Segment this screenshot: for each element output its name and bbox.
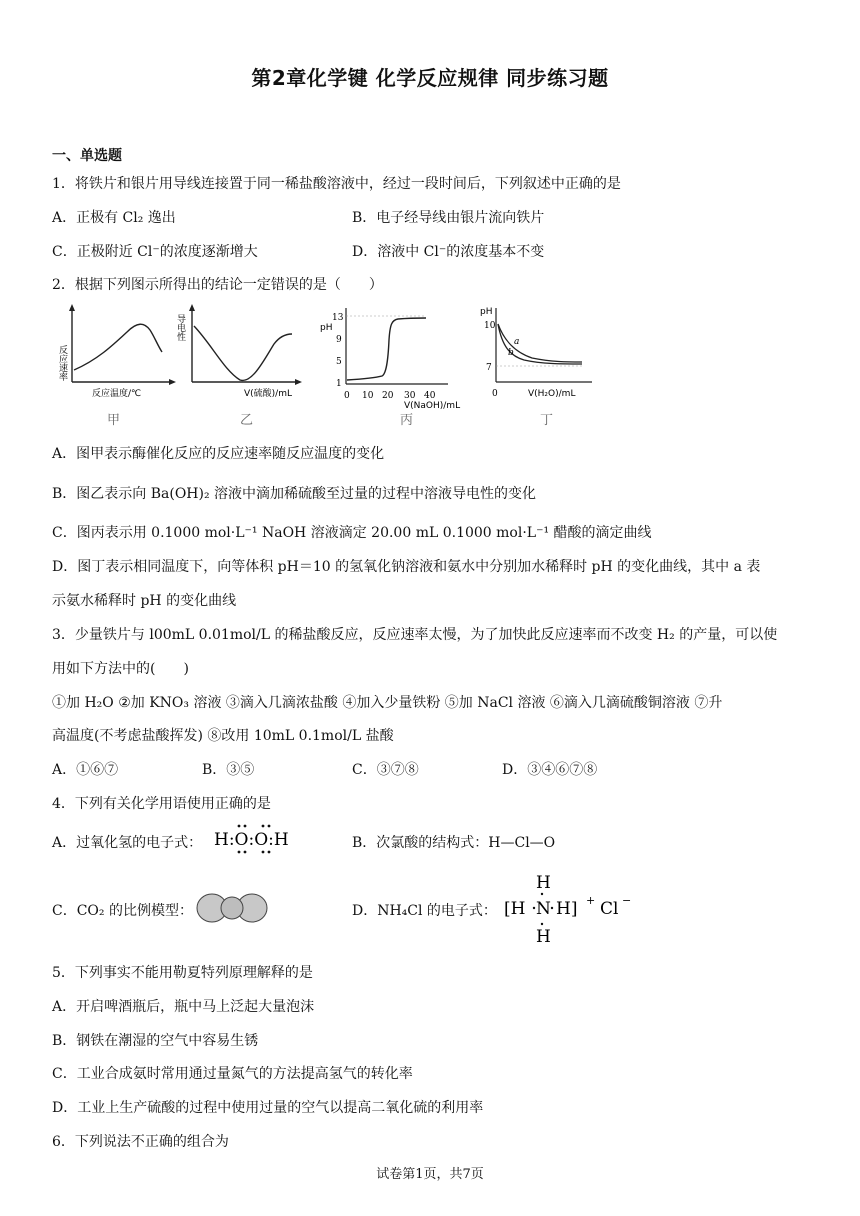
graph-jia-xlabel: 反应温度/℃ [92,389,142,399]
graph-bing-xtick-10: 10 [362,391,374,401]
graph-ding-ylabel: pH [480,307,493,317]
nh4cl-minus: − [622,894,632,907]
co2-space-filling-model [196,891,268,925]
graph-ding-ytop: 10 [484,321,496,331]
q5-option-a: A．开启啤酒瓶后，瓶中马上泛起大量泡沫 [52,999,315,1015]
nh4cl-h-top: H [536,873,551,893]
q3-stem-line2: 用如下方法中的( ) [52,661,189,677]
graph-bing-curve [347,318,426,380]
graph-jia [57,304,176,428]
nh4cl-right: H] [556,899,578,919]
q1-option-c: C．正极附近 Cl⁻的浓度逐渐增大 [52,244,258,260]
graph-bing-xtick-40: 40 [424,391,436,401]
graph-bing-ytick-13: 13 [332,313,344,323]
graph-ding-ymid: 7 [486,363,492,373]
page-footer: 试卷第1页，共7页 [376,1167,484,1182]
graph-ding-label-b: b [508,348,514,358]
graph-jia-caption: 甲 [107,413,121,428]
graph-bing-xtick-0: 0 [344,391,350,401]
nh4cl-plus: + [586,894,596,907]
graph-bing-caption: 丙 [400,413,414,428]
nh4cl-h-bottom: H [536,927,551,946]
graph-ding-label-a: a [514,337,520,347]
q2-figure [52,300,772,432]
graph-bing-ytick-5: 5 [336,357,342,367]
q1-option-a: A．正极有 Cl₂ 逸出 [52,210,176,226]
q4-option-a: A．过氧化氢的电子式： [52,835,203,851]
q3-option-a: A．①⑥⑦ [52,762,119,778]
graph-ding-x0: 0 [492,389,498,399]
page-title: 第2章化学键 化学反应规律 同步练习题 [251,66,609,90]
graph-bing [320,308,460,428]
graph-bing-ytick-9: 9 [336,335,342,345]
q3-option-b: B．③⑤ [202,762,255,778]
graph-bing-ylabel: pH [320,323,333,333]
graph-bing-ytick-1: 1 [336,379,342,389]
graph-bing-xtick-20: 20 [382,391,394,401]
graph-jia-curve [74,324,162,370]
q2-option-a: A．图甲表示酶催化反应的反应速率随反应温度的变化 [52,446,385,462]
h2o2-electron-formula [212,820,302,863]
q2-option-b: B．图乙表示向 Ba(OH)₂ 溶液中滴加稀硫酸至过量的过程中溶液导电性的变化 [52,486,537,502]
nh4cl-left: [H [504,899,526,919]
graph-jia-ylabel: 反应速率 [57,345,67,381]
graph-ding-caption: 丁 [540,413,554,428]
graph-ding [480,307,592,428]
q5-option-b: B．钢铁在潮湿的空气中容易生锈 [52,1033,259,1049]
q2-option-d-line2: 示氨水稀释时 pH 的变化曲线 [52,593,237,609]
h2o2-formula-text: H:O:O:H [214,830,289,850]
q1-option-d: D．溶液中 Cl⁻的浓度基本不变 [352,244,545,260]
q2-stem: 2．根据下列图示所得出的结论一定错误的是（ ） [52,277,383,293]
graph-yi-xlabel: V(硫酸)/mL [244,389,292,399]
graph-yi-curve [194,326,292,380]
q3-option-d: D．③④⑥⑦⑧ [502,762,598,778]
q4-stem: 4．下列有关化学用语使用正确的是 [52,796,271,812]
graph-ding-xlabel: V(H₂O)/mL [528,389,576,399]
q4-option-b: B．次氯酸的结构式：H—Cl—O [352,835,556,851]
q2-option-c: C．图丙表示用 0.1000 mol·L⁻¹ NaOH 溶液滴定 20.00 mL 0.1000 mol·L⁻¹ 醋酸的滴定曲线 [52,525,652,541]
q4-option-d: D．NH₄Cl 的电子式： [352,903,497,919]
section-heading: 一、单选题 [52,148,122,164]
q3-methods-line1: ①加 H₂O ②加 KNO₃ 溶液 ③滴入几滴浓盐酸 ④加入少量铁粉 ⑤加 NaCl 溶液 ⑥滴入几滴硫酸铜溶液 ⑦升 [52,695,723,711]
q3-methods-line2: 高温度(不考虑盐酸挥发) ⑧改用 10mL 0.1mol/L 盐酸 [52,728,394,744]
graph-yi-caption: 乙 [240,413,254,428]
q5-option-d: D．工业上生产硫酸的过程中使用过量的空气以提高二氧化硫的利用率 [52,1100,484,1116]
nh4cl-electron-formula [500,870,640,946]
nh4cl-cl: Cl [600,899,619,919]
q5-option-c: C．工业合成氨时常用通过量氮气的方法提高氢气的转化率 [52,1066,413,1082]
q1-option-b: B．电子经导线由银片流向铁片 [352,210,545,226]
q2-option-d-line1: D．图丁表示相同温度下，向等体积 pH＝10 的氢氧化钠溶液和氨水中分别加水稀释时 pH 的变化曲线，其中 a 表 [52,559,761,575]
q3-option-c: C．③⑦⑧ [352,762,419,778]
graph-yi [175,304,302,428]
nh4cl-n: N [536,899,551,919]
q4-option-c: C．CO₂ 的比例模型： [52,903,193,919]
graph-bing-xlabel: V(NaOH)/mL [404,401,461,411]
q5-stem: 5．下列事实不能用勒夏特列原理解释的是 [52,965,313,981]
graph-bing-xtick-30: 30 [404,391,416,401]
q6-stem: 6．下列说法不正确的组合为 [52,1134,229,1150]
q1-stem: 1．将铁片和银片用导线连接置于同一稀盐酸溶液中，经过一段时间后，下列叙述中正确的是 [52,176,621,192]
graph-yi-ylabel: 导电性 [175,314,185,341]
q3-stem-line1: 3．少量铁片与 l00mL 0.01mol/L 的稀盐酸反应，反应速率太慢，为了加快此反应速率而不改变 H₂ 的产量，可以使 [52,627,778,643]
